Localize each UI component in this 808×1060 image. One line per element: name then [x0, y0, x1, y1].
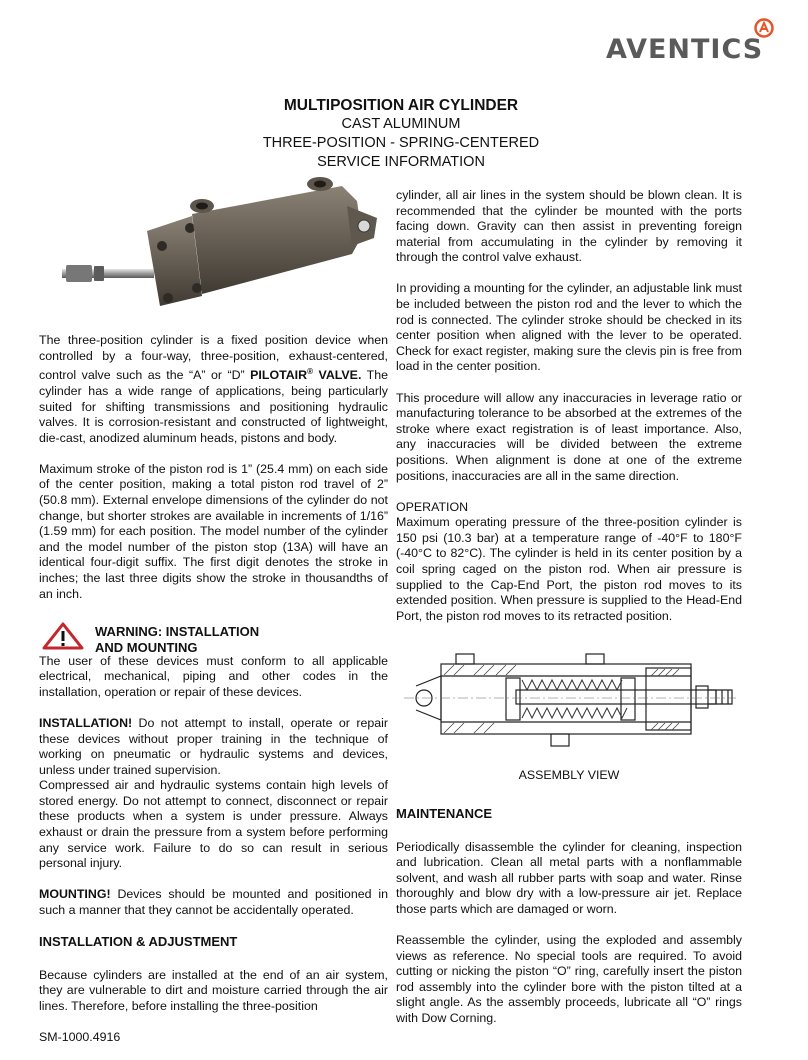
cylinder-product-photo	[52, 176, 384, 326]
compressed-air-paragraph: Compressed air and hydraulic systems contain high levels of stored energy. Do not attempt to connect, disconnect or repair these products when a system is under pressure. Always exhaust or drain the pressure from a system before performing any service work. Failure to do so can result in serious personal injury.	[39, 778, 388, 871]
intro-paragraph	[39, 333, 388, 446]
brand-name: AVENTICS	[606, 34, 764, 65]
warning-title-line-2: AND MOUNTING	[95, 639, 198, 655]
maintenance-paragraph-2: Reassemble the cylinder, using the exploded and assembly views as reference. No special tools are required. To avoid cutting or nicking the piston “O” ring, carefully insert the piston rod assembly into the cylinder bore with the piston tilted at a slight angle. As the assembly proceeds, lubricate all “O” rings with Dow Corning.	[396, 933, 742, 1026]
page-title: MULTIPOSITION AIR CYLINDER	[283, 97, 519, 114]
document-header	[0, 96, 808, 172]
install-continued-paragraph: cylinder, all air lines in the system should be blown clean. It is recommended that the cylinder be mounted with the ports facing down. Gravity can then assist in preventing foreign material from accumulating in the cylinder by removing it through the control valve exhaust.	[396, 188, 742, 265]
figure-caption: ASSEMBLY VIEW	[518, 768, 620, 783]
subtitle-type: THREE-POSITION - SPRING-CENTERED	[262, 135, 540, 151]
operation-paragraph: Maximum operating pressure of the three-position cylinder is 150 psi (10.3 bar) at a temperature range of -40°F to 180°F (-40°C to 82°C). The cylinder is held in its center position by a coil spring caged on the piston rod. When air pressure is supplied to the Cap-End Port, the piston rod moves to its extended position. When pressure is supplied to the Head-End Port, the piston rod moves to its retracted position.	[396, 515, 742, 623]
intro-text-a: The three-position cylinder is a fixed position device when controlled by a four-way, three-position, exhaust-centered, control valve such as the “A” or “D”	[39, 333, 388, 383]
document-number: SM-1000.4916	[39, 1030, 121, 1044]
subtitle-service: SERVICE INFORMATION	[317, 154, 485, 170]
inaccuracy-paragraph: This procedure will allow any inaccuracies in leverage ratio or manufacturing tolerance to be absorbed at the extremes of the stroke where exact registration is of least importance. Also, any inaccuracies will be divided between the extreme positions. When alignment is done at one of the extreme positions, inaccuracies are all in the same direction.	[396, 390, 742, 483]
warning-triangle-icon	[42, 622, 84, 650]
installation-warning	[39, 716, 388, 778]
intro-text-b: The cylinder has a wide range of applications, being particularly suited for shifting transmissions and positioning hydraulic valves. It is corrosion-resistant and constructed of lightweight, die-cast, anodized aluminum heads, pistons and body.	[39, 368, 389, 445]
pilotair-brand: PILOTAIR	[250, 368, 308, 383]
registered-mark: ®	[307, 367, 313, 377]
warning-title	[95, 624, 259, 656]
installation-label: INSTALLATION!	[39, 715, 133, 730]
warning-body: The user of these devices must conform to all applicable electrical, mechanical, piping and other codes in the installation, operation or repair of these devices.	[39, 653, 388, 699]
mounting-label: MOUNTING!	[39, 887, 111, 902]
operation-heading: OPERATION	[396, 499, 469, 514]
mounting-body: Devices should be mounted and positioned in such a manner that they cannot be accidentally operated.	[39, 887, 388, 917]
maintenance-paragraph-1: Periodically disassemble the cylinder for cleaning, inspection and lubrication. Clean all metal parts with a nonflammable solvent, and wash all rubber parts with soap and water. Rinse thoroughly and blow dry with a low-pressure air jet. Replace those parts which are damaged or worn.	[396, 839, 742, 916]
maintenance-heading: MAINTENANCE	[396, 806, 493, 822]
warning-title-line-1: WARNING: INSTALLATION	[95, 623, 260, 639]
stroke-paragraph: Maximum stroke of the piston rod is 1” (25.4 mm) on each side of the center position, making a total piston rod travel of 2” (50.8 mm). External envelope dimensions of the cylinder do not change, but shorter strokes are available in increments of 1/16” (1.59 mm) for each position. The model number of the cylinder and the model number of the piston stop (13A) will have an identical four-digit suffix. The first digit denotes the stroke in inches; the last three digits show the stroke in thousandths of an inch.	[39, 461, 388, 601]
right-column	[396, 188, 742, 1042]
install-adjust-heading: INSTALLATION & ADJUSTMENT	[39, 934, 238, 950]
left-column	[39, 333, 388, 1030]
assembly-view-drawing	[396, 646, 742, 756]
mounting-link-paragraph: In providing a mounting for the cylinder, an adjustable link must be included between the piston rod and the lever to which the rod is connected. The cylinder stroke should be checked in its center position when aligned with the lever to be operated. Check for exact register, making sure the clevis pin is free from load in the center position.	[396, 281, 742, 374]
installation-body: Do not attempt to install, operate or repair these devices without proper training in the technique of working on pneumatic or hydraulic systems and devices, unless under trained supervision.	[39, 715, 388, 777]
install-adjust-paragraph: Because cylinders are installed at the end of an air system, they are vulnerable to dirt and moisture carried through the air lines. Therefore, before installing the three-position	[39, 967, 388, 1013]
valve-word: VALVE.	[318, 368, 362, 383]
warning-block	[39, 618, 388, 654]
subtitle-material: CAST ALUMINUM	[341, 116, 461, 132]
aventics-logo-mark-icon	[754, 18, 774, 38]
mounting-warning	[39, 887, 388, 918]
brand-logo	[606, 18, 786, 68]
